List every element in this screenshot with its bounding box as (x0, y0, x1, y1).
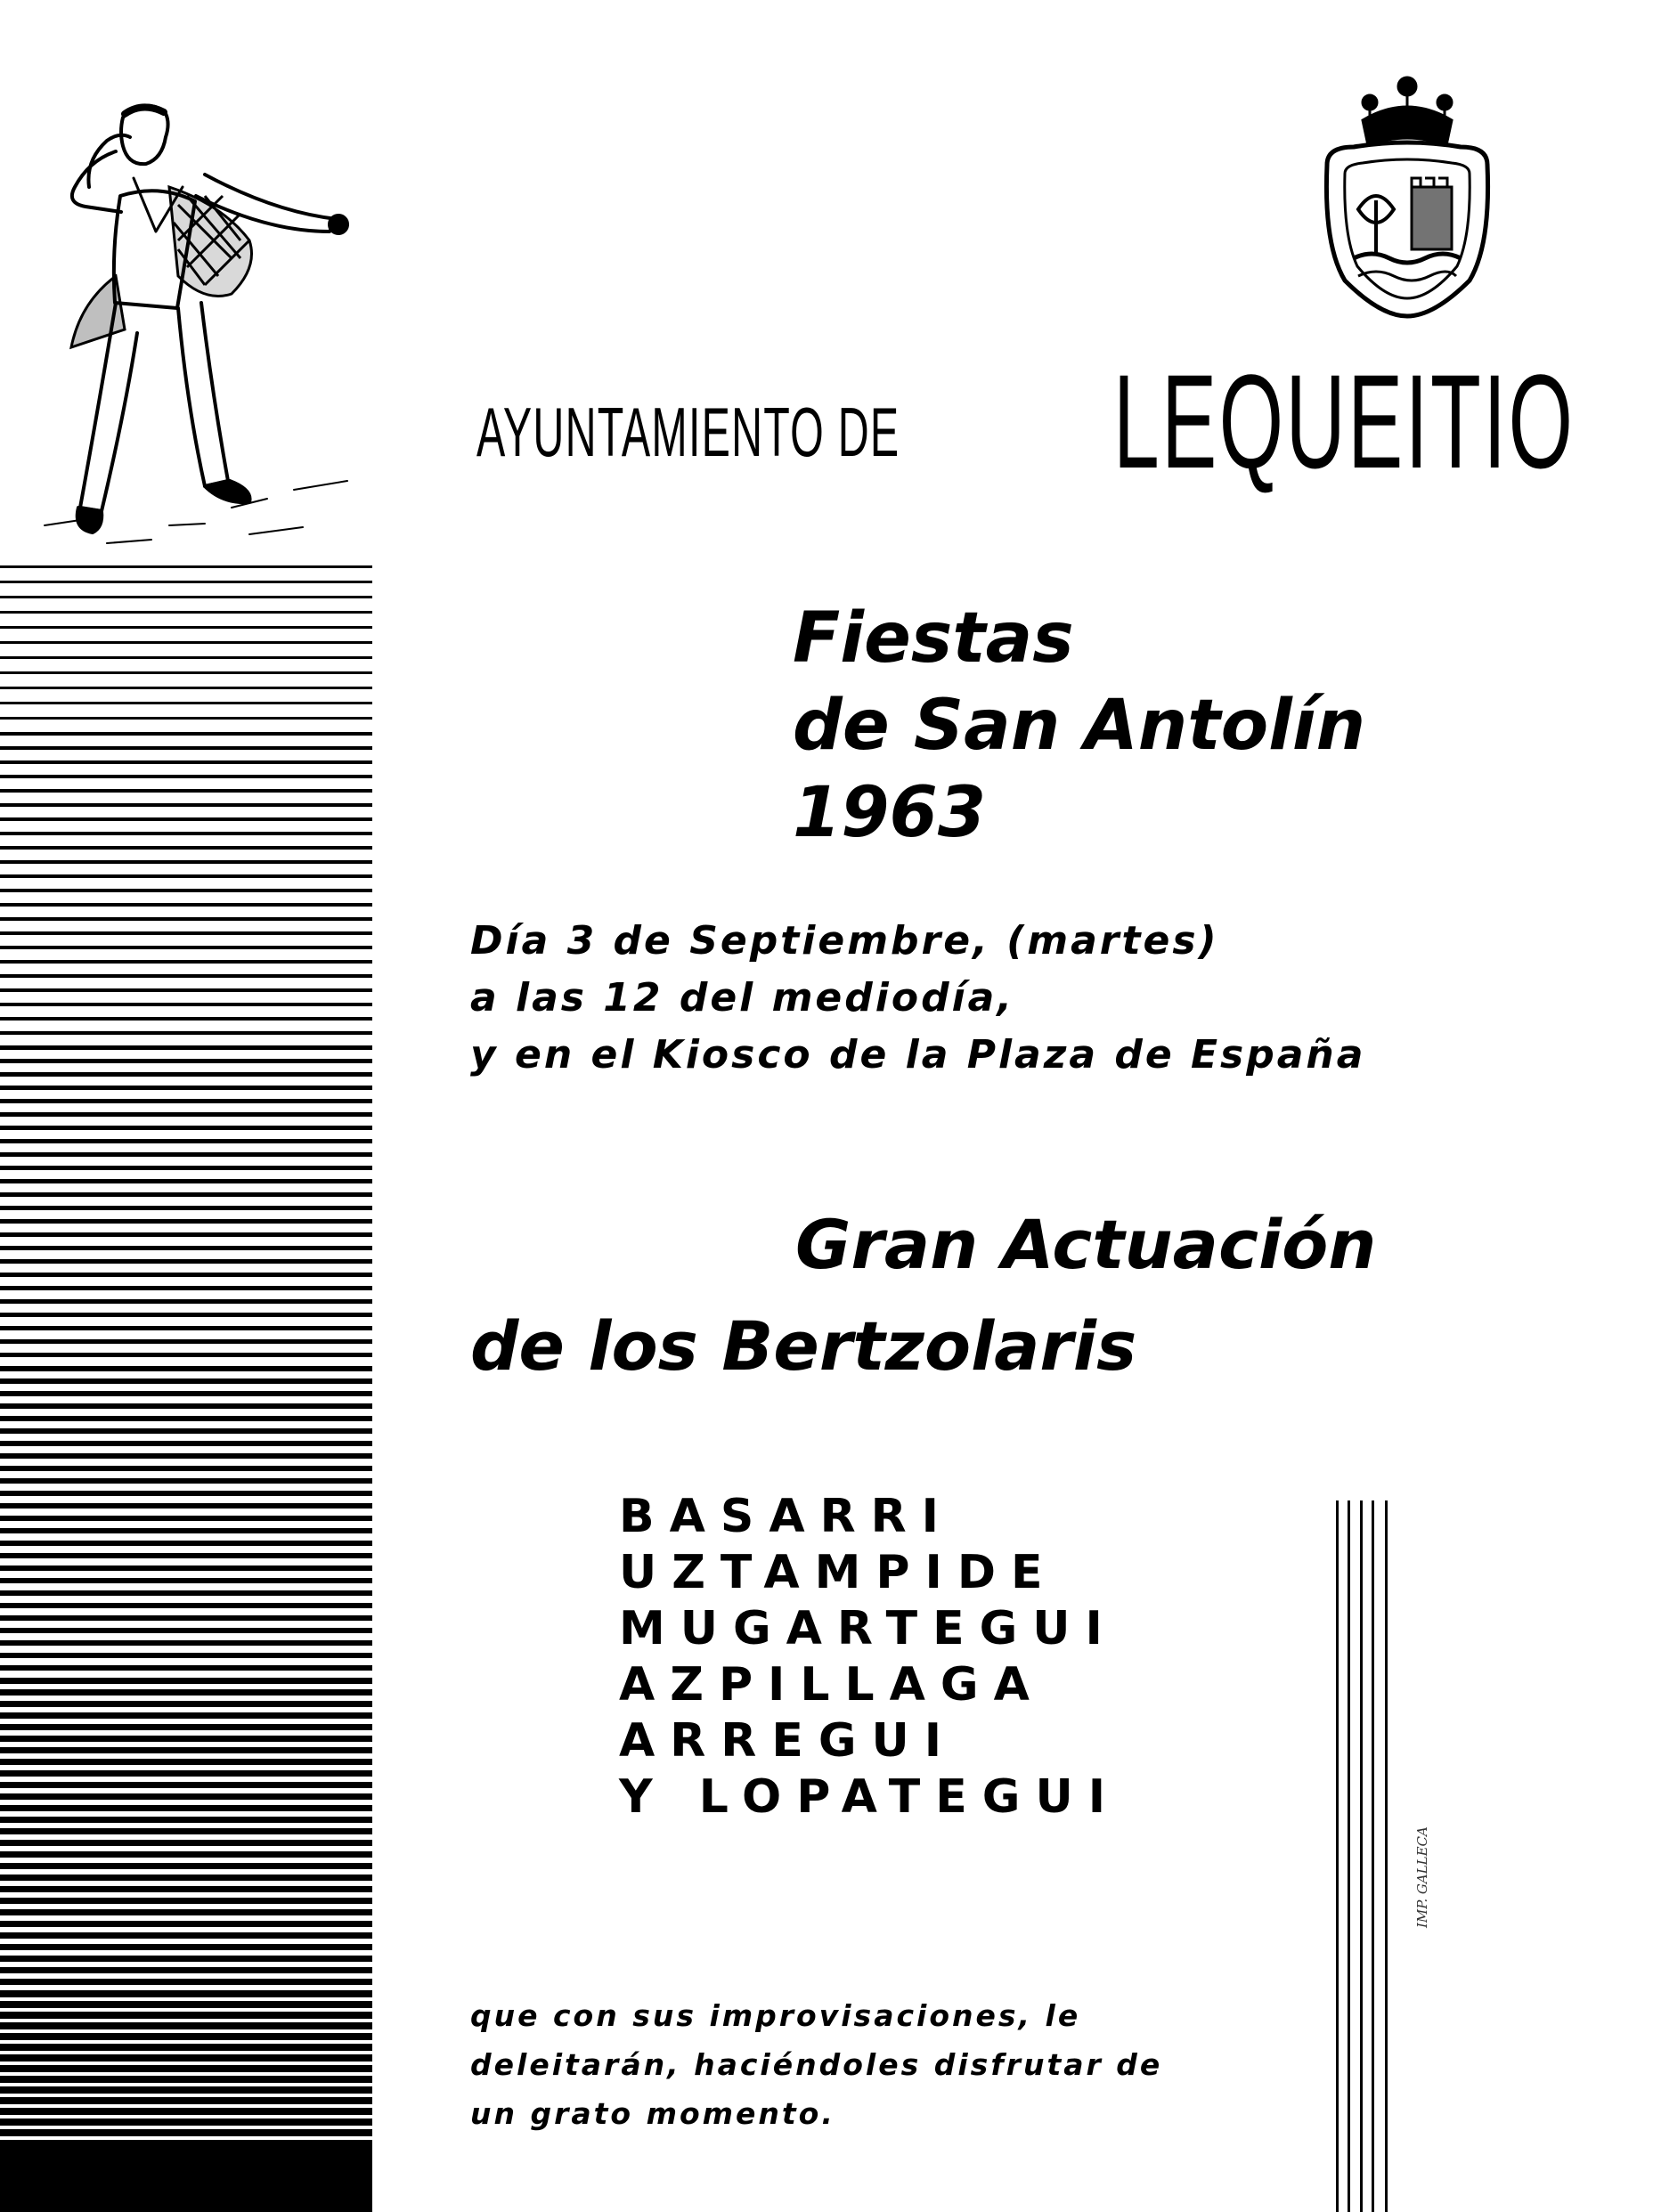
stripe-line (0, 2033, 372, 2040)
event-details (470, 913, 1365, 1084)
stripe-line (0, 789, 372, 793)
stripe-column-decoration (0, 565, 372, 2212)
stripe-line (0, 1528, 372, 1533)
stripe-line (0, 803, 372, 807)
stripe-line (0, 1166, 372, 1170)
stripe-line (0, 1453, 372, 1459)
stripe-line (0, 1736, 372, 1742)
stripe-line (0, 1466, 372, 1471)
stripe-line (0, 1099, 372, 1103)
stripe-line (0, 1031, 372, 1035)
stripe-line (0, 1219, 372, 1224)
stripe-line (0, 1403, 372, 1409)
stripe-line (0, 1541, 372, 1546)
stripe-line (0, 2065, 372, 2072)
stripe-line (0, 1378, 372, 1384)
stripe-line (0, 1782, 372, 1788)
vertical-rules-decoration (1336, 1500, 1389, 2212)
fiestas-title-line-1: Fiestas (793, 598, 1074, 679)
stripe-line (0, 1003, 372, 1006)
stripe-line (0, 1665, 372, 1671)
stripe-line (0, 1701, 372, 1707)
performer-list (619, 1489, 1120, 1826)
stripe-line (0, 1516, 372, 1521)
stripe-line (0, 2022, 372, 2029)
stripe-line (0, 1886, 372, 1892)
stripe-line (0, 702, 372, 704)
stripe-line (0, 2108, 372, 2115)
closing-text (470, 1991, 1162, 2138)
stripe-line (0, 1441, 372, 1446)
stripe-line (0, 1391, 372, 1396)
stripe-line (0, 1299, 372, 1304)
fiestas-year: 1963 (793, 773, 987, 853)
stripe-line (0, 1273, 372, 1277)
performer-name: UZTAMPIDE (619, 1546, 1058, 1599)
printer-credit: IMP. GALLECA (1414, 1826, 1430, 1928)
stripe-line (0, 641, 372, 644)
stripe-line (0, 775, 372, 778)
stripe-line (0, 1875, 372, 1881)
stripe-line (0, 1152, 372, 1157)
stripe-line (0, 1086, 372, 1090)
stripe-line (0, 656, 372, 659)
closing-line-1: que con sus improvisaciones, le (470, 1998, 1081, 2033)
stripe-line (0, 717, 372, 720)
stripe-line (0, 931, 372, 935)
stripe-line (0, 1863, 372, 1869)
stripe-line (0, 1840, 372, 1846)
stripe-line (0, 817, 372, 821)
fiestas-title (793, 595, 1365, 857)
stripe-line (0, 1628, 372, 1633)
stripe-line (0, 1689, 372, 1696)
stripe-line (0, 960, 372, 964)
stripe-line (0, 1932, 372, 1939)
stripe-line (0, 1192, 372, 1197)
stripe-line (0, 746, 372, 750)
stripe-line (0, 832, 372, 835)
stripe-line (0, 1259, 372, 1264)
stripe-line (0, 1770, 372, 1777)
stripe-line (0, 2086, 372, 2094)
stripe-line (0, 1313, 372, 1317)
stripe-line (0, 903, 372, 907)
stripe-line (0, 611, 372, 614)
coat-of-arms-icon (1300, 67, 1514, 325)
council-prefix: AYUNTAMIENTO DE (476, 393, 900, 471)
stripe-line (0, 1045, 372, 1050)
stripe-line (0, 1967, 372, 1973)
stripe-line (0, 1590, 372, 1596)
stripe-line (0, 1712, 372, 1719)
stripe-line (0, 1366, 372, 1371)
stripe-line (0, 1206, 372, 1210)
stripe-line (0, 760, 372, 764)
stripe-line (0, 1565, 372, 1571)
stripe-line (0, 2118, 372, 2126)
bertsolari-figure-icon (27, 62, 383, 561)
stripe-line (0, 874, 372, 878)
council-header (476, 346, 1576, 506)
stripe-line (0, 1491, 372, 1496)
stripe-line (0, 1553, 372, 1558)
stripe-line (0, 2076, 372, 2083)
stripe-line (0, 732, 372, 736)
stripe-line (0, 1139, 372, 1143)
stripe-line (0, 687, 372, 689)
stripe-solid-block (0, 2142, 372, 2212)
stripe-line (0, 1179, 372, 1183)
fiestas-title-line-2: de San Antolín (793, 686, 1366, 766)
stripe-line (0, 1793, 372, 1800)
stripe-line (0, 974, 372, 978)
stripe-line (0, 860, 372, 864)
stripe-line (0, 581, 372, 583)
stripe-line (0, 1944, 372, 1950)
stripe-line (0, 2012, 372, 2019)
stripe-line (0, 2129, 372, 2136)
stripe-line (0, 1503, 372, 1509)
stripe-line (0, 1851, 372, 1858)
stripe-line (0, 2044, 372, 2051)
stripe-line (0, 1615, 372, 1621)
stripe-line (0, 1921, 372, 1927)
stripe-line (0, 889, 372, 892)
stripe-line (0, 946, 372, 949)
stripe-line (0, 1724, 372, 1730)
stripe-line (0, 1640, 372, 1646)
town-name: LEQUEITIO (1113, 346, 1576, 496)
event-date: Día 3 de Septiembre, (martes) (470, 918, 1219, 964)
stripe-line (0, 1956, 372, 1962)
stripe-line (0, 2097, 372, 2104)
stripe-line (0, 1072, 372, 1077)
stripe-line (0, 1126, 372, 1130)
stripe-line (0, 1478, 372, 1484)
closing-line-3: un grato momento. (470, 2096, 835, 2131)
stripe-line (0, 1232, 372, 1237)
stripe-line (0, 1578, 372, 1583)
stripe-line (0, 1979, 372, 1985)
stripe-line (0, 596, 372, 598)
stripe-line (0, 565, 372, 568)
stripe-line (0, 626, 372, 629)
stripe-line (0, 1286, 372, 1290)
stripe-line (0, 671, 372, 674)
performance-heading-line-1: Gran Actuación (795, 1205, 1377, 1284)
stripe-line (0, 1428, 372, 1434)
stripe-line (0, 1017, 372, 1021)
stripe-line (0, 988, 372, 992)
stripe-line (0, 1909, 372, 1915)
stripe-line (0, 1059, 372, 1063)
stripe-line (0, 1898, 372, 1904)
stripe-line (0, 1990, 372, 1997)
performer-name: BASARRI (619, 1490, 955, 1543)
event-venue: y en el Kiosco de la Plaza de España (470, 1032, 1366, 1078)
closing-line-2: deleitarán, haciéndoles disfrutar de (470, 2047, 1163, 2082)
stripe-line (0, 1353, 372, 1357)
stripe-line (0, 1747, 372, 1753)
stripe-line (0, 2001, 372, 2008)
performance-heading-line-2: de los Bertzolaris (470, 1306, 1137, 1386)
performer-name: MUGARTEGUI (619, 1602, 1118, 1655)
stripe-line (0, 1759, 372, 1765)
stripe-line (0, 2054, 372, 2062)
stripe-line (0, 846, 372, 850)
stripe-line (0, 1603, 372, 1608)
stripe-line (0, 1416, 372, 1421)
performer-name: Y LOPATEGUI (619, 1770, 1121, 1824)
performer-name: AZPILLAGA (619, 1658, 1045, 1712)
stripe-line (0, 917, 372, 921)
performer-name: ARREGUI (619, 1714, 957, 1768)
event-time: a las 12 del mediodía, (470, 975, 1015, 1021)
stripe-line (0, 1326, 372, 1330)
stripe-line (0, 1828, 372, 1834)
stripe-line (0, 1246, 372, 1250)
stripe-line (0, 1653, 372, 1658)
stripe-line (0, 1817, 372, 1823)
stripe-line (0, 1805, 372, 1811)
stripe-line (0, 1112, 372, 1117)
stripe-line (0, 1678, 372, 1684)
stripe-line (0, 1339, 372, 1344)
